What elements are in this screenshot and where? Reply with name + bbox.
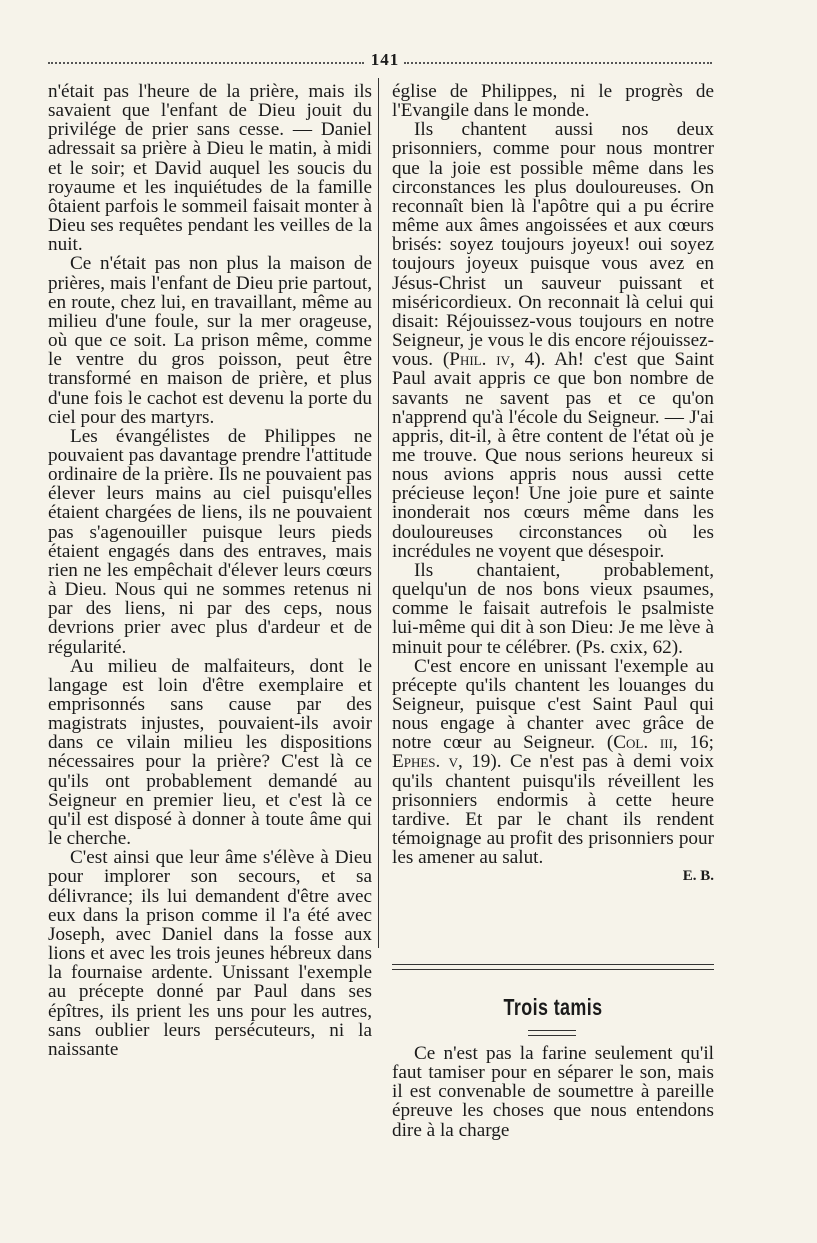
- right-column: [392, 82, 714, 887]
- left-paragraph-5: C'est ainsi que leur âme s'élève à Dieu pour implorer son secours, et sa délivrance; ils lui demandent d'être avec eux dans la prison comme il l'a été avec Joseph, avec Daniel dans la fosse aux lions et avec les trois jeunes hébreux dans la fournaise ardente. Unissant l'exemple au précepte donné par Paul dans ses épîtres, ils prient les uns pour les autres, sans oublier leurs persécuteurs, ni la naissante: [48, 847, 372, 1060]
- left-column: [48, 82, 372, 1059]
- right-paragraph-4: [392, 657, 714, 868]
- left-paragraph-1: n'était pas l'heure de la prière, mais ils savaient que l'enfant de Dieu jouit du privilége de prier sans cesse. — Daniel adressait sa prière à Dieu le matin, à midi et le soir; et David auquel les soucis du royaume et les inquiétudes de la famille ôtaient parfois le sommeil faisait monter à Dieu ses requêtes pendant les veilles de la nuit.: [48, 81, 372, 256]
- header-rule-left: [48, 62, 364, 64]
- section-separator: [392, 964, 714, 970]
- page-number: 141: [370, 50, 400, 69]
- scripture-reference-col-ephes: Col. iii, 16; Ephes. v, 19: [392, 732, 714, 773]
- left-paragraph-4: Au milieu de malfaiteurs, dont le langage est loin d'être exemplaire et emprisonnés sans cause par des magistrats injustes, pouvaient-ils avoir dans ce vilain milieu les dispositions nécessaires pour la prière? C'est là ce qu'ils ont probablement demandé au Seigneur en premier lieu, et c'est là ce qu'il est disposé à donner à toute âme qui le cherche.: [48, 655, 372, 850]
- title-ornament: [528, 1030, 576, 1036]
- right-paragraph-1: église de Philippes, ni le progrès de l'Evangile dans le monde.: [392, 81, 714, 122]
- scripture-reference-phil: Phil. iv, 4: [449, 349, 535, 371]
- column-divider: [378, 78, 379, 948]
- right-paragraph-2-text-a: Ils chantent aussi nos deux prisonniers, comme pour nous montrer que la joie est possible même dans les circonstances les plus douloureuses. On reconnaît bien là l'apôtre qui a pu écrire même aux âmes angoissées et aux cœurs brisés: soyez toujours joyeux! oui soyez toujours joyeux puisque vous avez en Jésus-Christ un sauveur puissant et miséricordieux. On reconnait là celui qui disait: Réjouissez-vous toujours en notre Seigneur, je vous le dis encore réjouissez-vous. (: [392, 119, 714, 371]
- right-paragraph-4-text-a: C'est encore en unissant l'exemple au précepte qu'ils chantent les louanges du Seigneur, puisque c'est Saint Paul qui nous engage à chanter avec grâce de notre cœur au Seigneur. (: [392, 655, 714, 754]
- article-title: Trois tamis: [503, 994, 603, 1020]
- left-paragraph-2: Ce n'était pas non plus la maison de prières, mais l'enfant de Dieu prie partout, en route, chez lui, en travaillant, même au milieu d'une foule, sur la mer orageuse, où que ce soit. La prison même, comme le ventre du gros poisson, peut être transformé en maison de prière, et plus d'une fois le cachot est devenu la porte du ciel pour des martyrs.: [48, 253, 372, 428]
- right-paragraph-2: [392, 120, 714, 561]
- left-paragraph-3: Les évangélistes de Philippes ne pouvaient pas davantage prendre l'attitude ordinaire de la prière. Ils ne pouvaient pas élever leurs mains au ciel puisqu'elles étaient chargées de liens, ils ne pouvaient pas s'agenouiller puisque leurs pieds étaient engagés dans des entraves, mais rien ne les empêchait d'élever leurs cœurs à Dieu. Nous qui ne sommes retenus ni par des liens, ni par des ceps, nous devrions prier avec plus d'ardeur et de régularité.: [48, 425, 372, 658]
- right-paragraph-2-text-b: ). Ah! c'est que Saint Paul avait appris ce que bon nombre de savants ne savent pas et ce qu'on n'apprend qu'à l'école du Seigneur. — J'ai appris, dit-il, à être content de l'état où je me trouve. Que nous serions heureux si nous avions appris nous aussi cette précieuse leçon! Une joie pure et sainte inonderait nos cœurs même dans les douloureuses circonstances où les incrédules ne voyent que désespoir.: [392, 349, 715, 562]
- article-body-column: [392, 1044, 714, 1140]
- article-body: Ce n'est pas la farine seulement qu'il faut tamiser pour en séparer le son, mais il est convenable de soumettre à pareille épreuve les choses que nous entendons dire à la charge: [392, 1043, 714, 1141]
- author-signature: E. B.: [682, 868, 714, 885]
- header-rule-right: [404, 62, 712, 64]
- right-paragraph-3: Ils chantaient, probablement, quelqu'un de nos bons vieux psaumes, comme le faisait autrefois le psalmiste lui-même qui dit à son Dieu: Je me lève à minuit pour te célébrer. (Ps. cxix, 62).: [392, 559, 714, 658]
- right-paragraph-4-text-b: ). Ce n'est pas à demi voix qu'ils chantent puisqu'ils réveillent les prisonniers endormis à cette heure tardive. Et par le chant ils rendent témoignage au profit des prisonniers pour les amener au salut.: [392, 751, 714, 869]
